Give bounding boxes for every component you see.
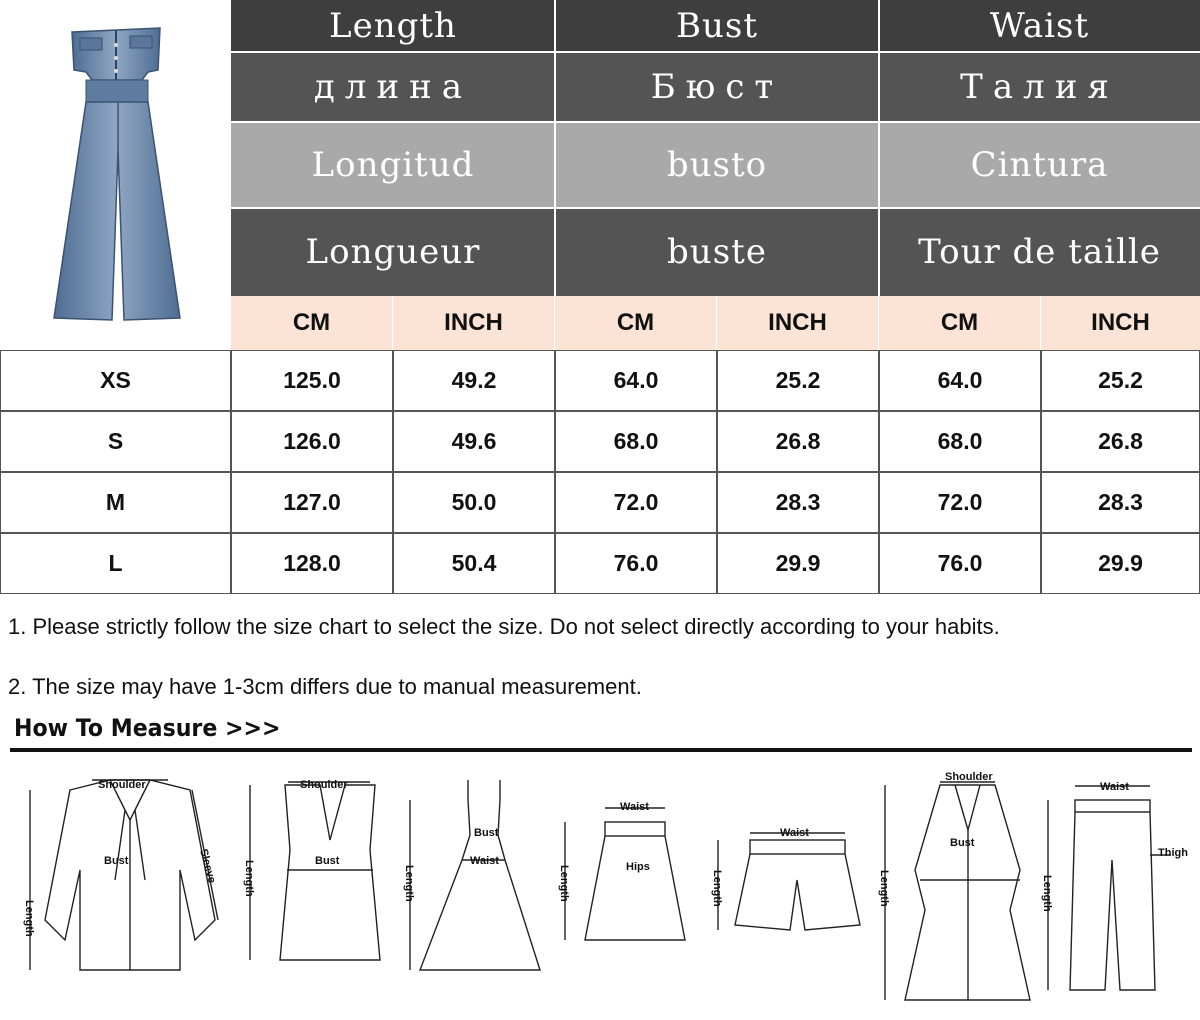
- table-cell: 64.0: [555, 350, 717, 411]
- vest-sketch: [250, 782, 380, 960]
- table-cell: 29.9: [717, 533, 879, 594]
- table-cell: 76.0: [555, 533, 717, 594]
- how-to-measure-title: How To Measure >>>: [14, 714, 281, 742]
- header-divider: [878, 0, 880, 296]
- header-bust-fr: buste: [555, 208, 879, 296]
- coat-sketch: [885, 782, 1030, 1000]
- label-hips: Hips: [626, 861, 650, 873]
- product-image: [0, 0, 230, 350]
- pants-sketch: [1048, 786, 1170, 990]
- section-divider: [10, 748, 1192, 752]
- label-length: Length: [878, 870, 890, 907]
- label-bust: Bust: [104, 855, 129, 867]
- skirt-sketch: [565, 808, 685, 940]
- table-cell: 127.0: [231, 472, 393, 533]
- size-label: L: [0, 533, 231, 594]
- note-2: 2. The size may have 1-3cm differs due to manual measurement.: [8, 674, 642, 699]
- table-cell: 28.3: [717, 472, 879, 533]
- label-length: Length: [1041, 875, 1053, 912]
- header-waist-en: Waist: [879, 0, 1200, 52]
- unit-inch: INCH: [717, 296, 879, 350]
- table-cell: 76.0: [879, 533, 1041, 594]
- header-bust-es: busto: [555, 122, 879, 208]
- header-divider: [231, 207, 1200, 209]
- measurement-sketches: [0, 760, 1200, 1020]
- table-cell: 29.9: [1041, 533, 1200, 594]
- table-cell: 50.4: [393, 533, 555, 594]
- table-cell: 50.0: [393, 472, 555, 533]
- table-cell: 25.2: [717, 350, 879, 411]
- header-divider: [231, 51, 1200, 53]
- header-bust-en: Bust: [555, 0, 879, 52]
- header-divider: [554, 0, 556, 296]
- label-bust: Bust: [474, 827, 499, 839]
- unit-cm: CM: [879, 296, 1041, 350]
- table-cell: 125.0: [231, 350, 393, 411]
- header-length-fr: Longueur: [231, 208, 555, 296]
- header-bust-ru: Бюст: [555, 52, 879, 122]
- header-divider: [231, 121, 1200, 123]
- label-bust: Bust: [950, 837, 975, 849]
- blouse-sketch: [30, 780, 218, 970]
- header-waist-fr: Tour de taille: [879, 208, 1200, 296]
- header-waist-ru: Талия: [879, 52, 1200, 122]
- label-length: Length: [711, 870, 723, 907]
- label-waist: Waist: [780, 827, 809, 839]
- denim-jumpsuit-image: [0, 0, 230, 350]
- table-cell: 64.0: [879, 350, 1041, 411]
- label-shoulder: Shoulder: [98, 779, 146, 791]
- table-cell: 26.8: [1041, 411, 1200, 472]
- unit-inch: INCH: [1041, 296, 1200, 350]
- header-length-ru: длина: [231, 52, 555, 122]
- table-cell: 72.0: [555, 472, 717, 533]
- table-cell: 28.3: [1041, 472, 1200, 533]
- table-cell: 126.0: [231, 411, 393, 472]
- table-cell: 49.6: [393, 411, 555, 472]
- note-1: 1. Please strictly follow the size chart to select the size. Do not select directly according to your habits.: [8, 614, 1000, 639]
- label-length: Length: [243, 860, 255, 897]
- table-cell: 68.0: [555, 411, 717, 472]
- label-shoulder: Shoulder: [300, 779, 348, 791]
- dress-sketch: [410, 780, 540, 970]
- size-label: M: [0, 472, 231, 533]
- table-cell: 26.8: [717, 411, 879, 472]
- table-cell: 68.0: [879, 411, 1041, 472]
- label-waist: Waist: [1100, 781, 1129, 793]
- shorts-sketch: [718, 833, 860, 930]
- size-label: S: [0, 411, 231, 472]
- unit-cm: CM: [231, 296, 393, 350]
- header-length-es: Longitud: [231, 122, 555, 208]
- size-label: XS: [0, 350, 231, 411]
- label-waist: Waist: [470, 855, 499, 867]
- header-waist-es: Cintura: [879, 122, 1200, 208]
- label-length: Length: [23, 900, 35, 937]
- label-thigh: Thigh: [1158, 847, 1188, 859]
- label-waist: Waist: [620, 801, 649, 813]
- label-length: Length: [558, 865, 570, 902]
- label-shoulder: Shoulder: [945, 771, 993, 783]
- table-cell: 72.0: [879, 472, 1041, 533]
- unit-inch: INCH: [393, 296, 555, 350]
- table-cell: 49.2: [393, 350, 555, 411]
- label-sleeve: Sleeve: [197, 847, 218, 885]
- table-cell: 25.2: [1041, 350, 1200, 411]
- label-bust: Bust: [315, 855, 340, 867]
- header-length-en: Length: [231, 0, 555, 52]
- unit-cm: CM: [555, 296, 717, 350]
- label-length: Length: [403, 865, 415, 902]
- table-cell: 128.0: [231, 533, 393, 594]
